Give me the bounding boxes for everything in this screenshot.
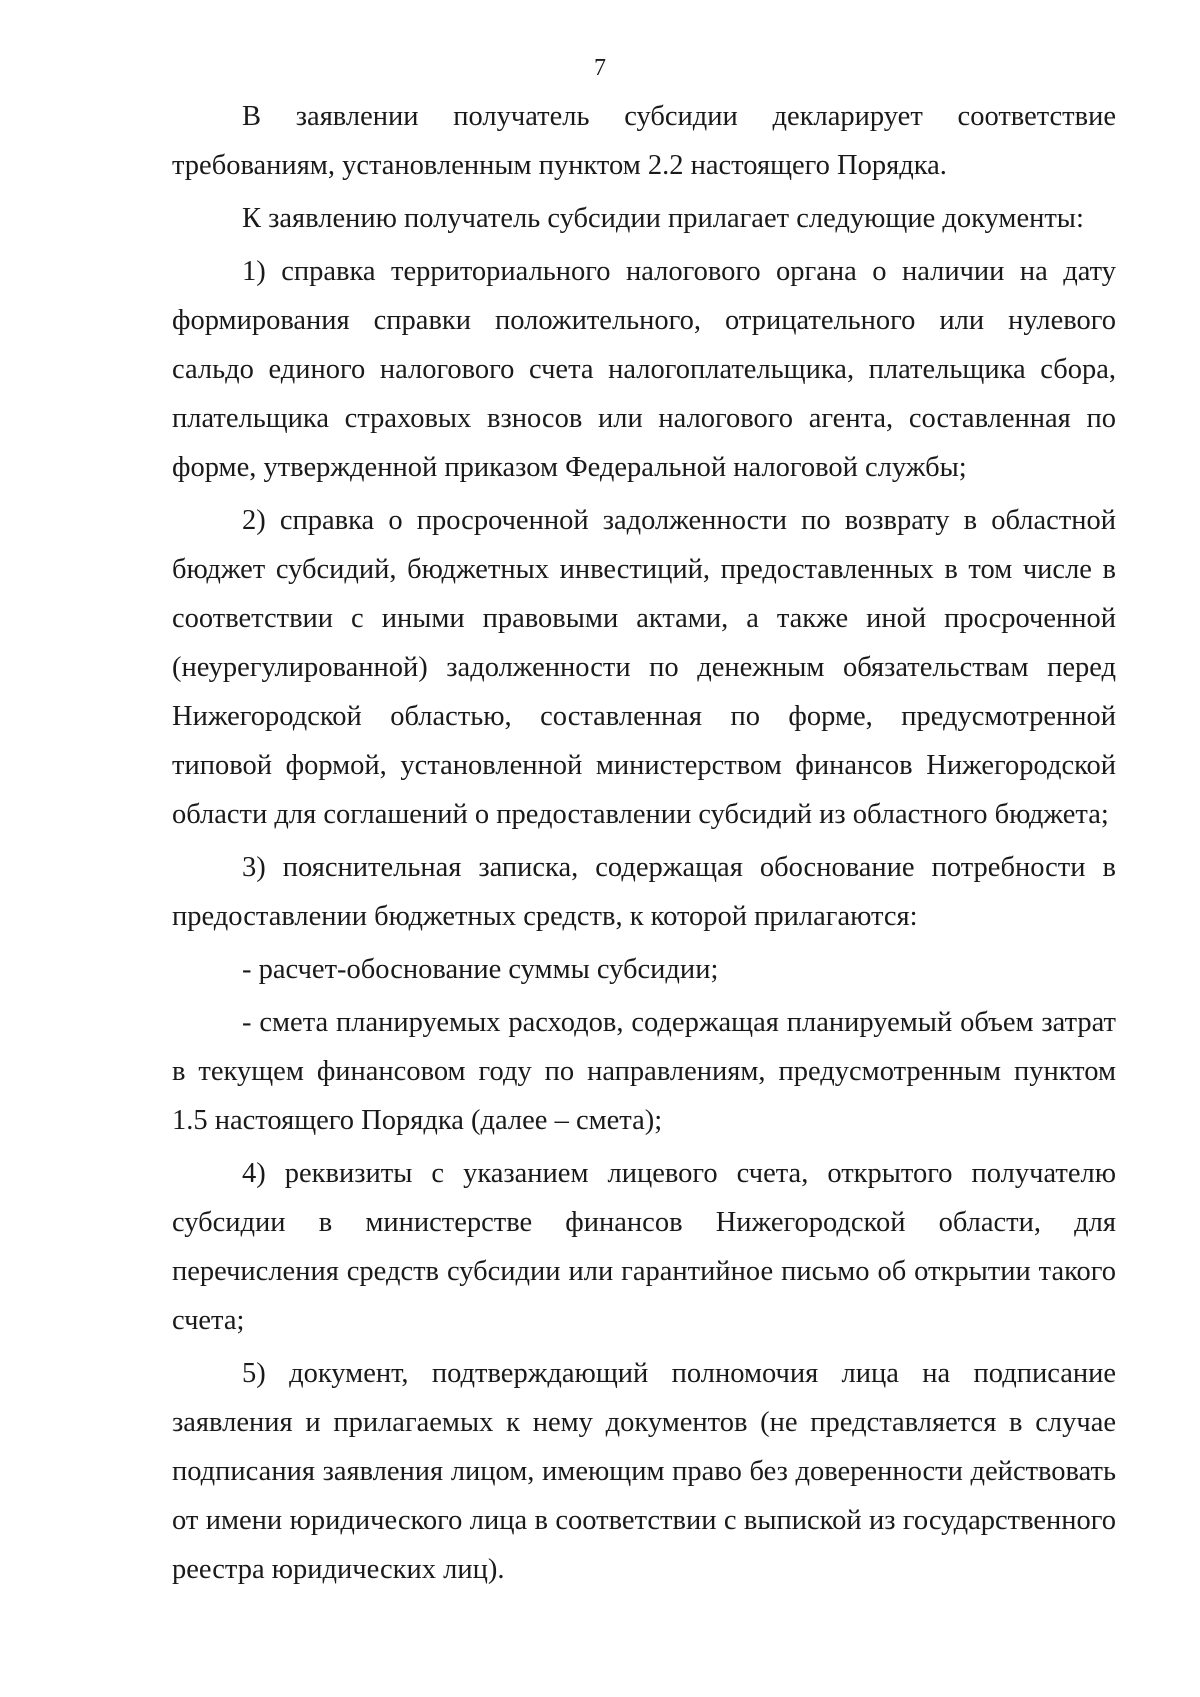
paragraph-documents-intro: К заявлению получатель субсидии прилагает следующие документы: [242, 203, 1084, 234]
paragraph-subitem-calculation: - расчет-обоснование суммы субсидии; [242, 954, 719, 985]
paragraph-declaration: В заявлении получатель субсидии декларирует соответствие требованиям, установленным пунктом 2.2 настоящего Порядка. [172, 101, 1116, 181]
page-number: 7 [594, 55, 606, 81]
paragraph-item-1-tax-certificate: 1) справка территориального налогового органа о наличии на дату формирования справки положительного, отрицательного или нулевого сальдо единого налогового счета налогоплательщика, плательщика сбора, плательщика страховых взносов или налогового агента, составленная по форме, утвержденной приказом Федеральной налоговой службы; [172, 256, 1116, 483]
document-body [172, 92, 1116, 1598]
paragraph-item-5-authority-document: 5) документ, подтверждающий полномочия лица на подписание заявления и прилагаемых к нему документов (не представляется в случае подписания заявления лицом, имеющим право без доверенности действовать от имени юридического лица в соответствии с выпиской из государственного реестра юридических лиц). [172, 1358, 1116, 1585]
paragraph-item-4-bank-details: 4) реквизиты с указанием лицевого счета, открытого получателю субсидии в министерстве финансов Нижегородской области, для перечисления средств субсидии или гарантийное письмо об открытии такого счета; [172, 1158, 1116, 1336]
paragraph-item-2-debt-certificate: 2) справка о просроченной задолженности по возврату в областной бюджет субсидий, бюджетных инвестиций, предоставленных в том числе в соответствии с иными правовыми актами, а также иной просроченной (неурегулированной) задолженности по денежным обязательствам перед Нижегородской областью, составленная по форме, предусмотренной типовой формой, установленной министерством финансов Нижегородской области для соглашений о предоставлении субсидий из областного бюджета; [172, 505, 1116, 830]
paragraph-subitem-estimate: - смета планируемых расходов, содержащая планируемый объем затрат в текущем финансовом году по направлениям, предусмотренным пунктом 1.5 настоящего Порядка (далее – смета); [172, 1007, 1116, 1136]
paragraph-item-3-explanatory-note: 3) пояснительная записка, содержащая обоснование потребности в предоставлении бюджетных средств, к которой прилагаются: [172, 852, 1116, 932]
